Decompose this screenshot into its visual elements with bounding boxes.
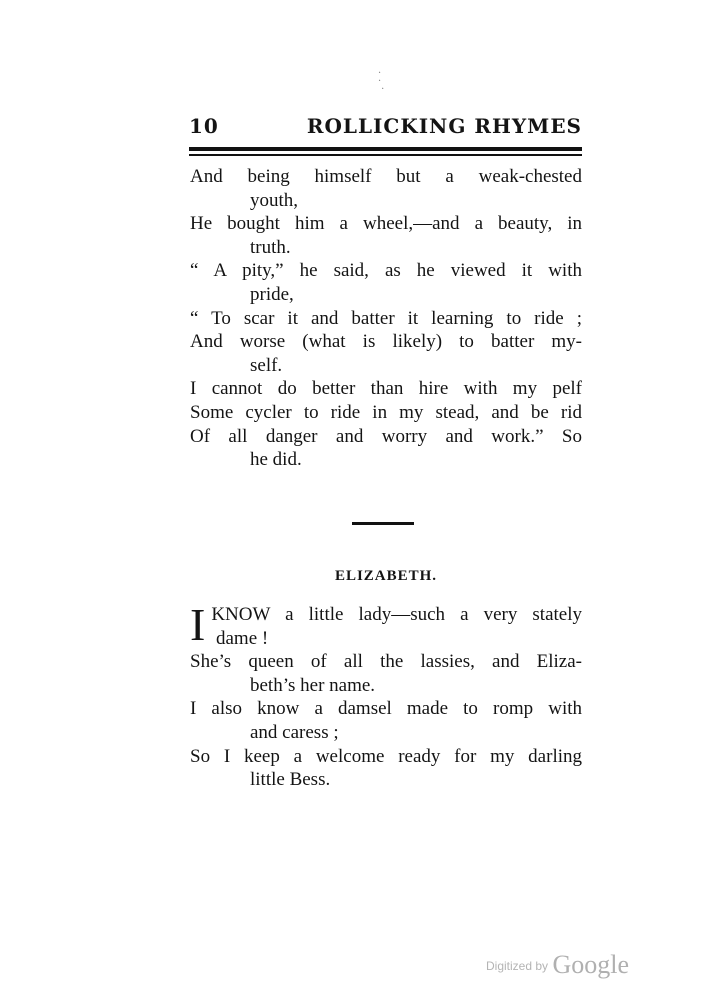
watermark-prefix: Digitized by <box>486 959 549 973</box>
poem-line: beth’s her name. <box>250 674 376 696</box>
running-title: ROLLICKING RHYMES <box>306 114 582 138</box>
poem-line: And being himself but a weak-chested <box>190 166 582 187</box>
poem-line: And worse (what is likely) to batter my- <box>190 331 582 353</box>
poem-line: She’s queen of all the lassies, and Eliza- <box>190 651 582 673</box>
poem-line: So I keep a welcome ready for my darling <box>190 745 582 767</box>
poem-continued <box>190 165 582 472</box>
poem-elizabeth <box>190 599 582 792</box>
poem-line: self. <box>250 354 283 376</box>
drop-cap: I <box>190 599 206 650</box>
poem-line: “ A pity,” he said, as he viewed it with <box>190 260 582 282</box>
digitized-watermark <box>486 950 629 980</box>
poem-line: he did. <box>250 449 302 471</box>
google-logo: Google <box>552 950 630 979</box>
poem-line: Of all danger and worry and work.” So <box>190 425 582 447</box>
page-header <box>189 112 582 142</box>
poem-line: I also know a damsel made to romp with <box>190 698 582 720</box>
scan-specks: · · · <box>378 68 385 95</box>
poem-line: “ To scar it and batter it learning to ride ; <box>190 307 582 329</box>
poem-line: Some cycler to ride in my stead, and be rid <box>190 401 582 423</box>
poem-line: pride, <box>250 283 294 305</box>
poem-title: ELIZABETH. <box>334 568 438 584</box>
poem-line: and caress ; <box>250 721 339 743</box>
poem-line: I cannot do better than hire with my pelf <box>190 378 582 400</box>
poem-line: youth, <box>250 189 299 211</box>
page-number: 10 <box>189 114 219 138</box>
section-divider <box>352 522 414 525</box>
poem-line: KNOW a little lady—such a very stately <box>211 604 582 625</box>
poem-line: little Bess. <box>250 769 331 791</box>
poem-line: truth. <box>250 236 291 258</box>
header-rule-thin <box>189 154 582 156</box>
poem-line: He bought him a wheel,—and a beauty, in <box>190 213 582 235</box>
header-rule-thick <box>189 147 582 151</box>
poem-line: dame ! <box>216 627 269 649</box>
